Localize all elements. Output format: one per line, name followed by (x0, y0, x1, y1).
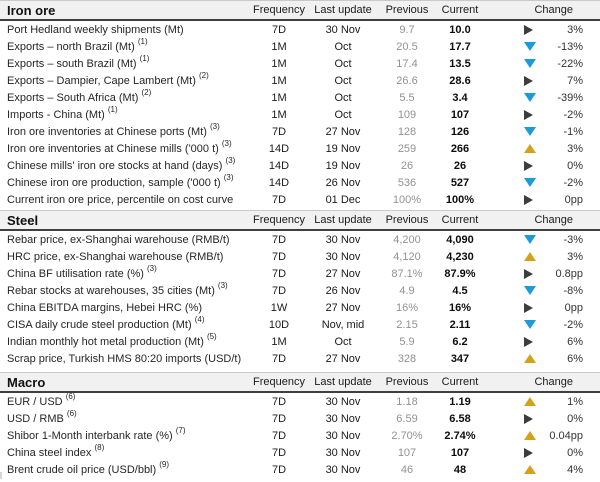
change-value: -1% (563, 125, 583, 138)
change-cell (482, 21, 600, 38)
change-flat-icon (524, 414, 533, 424)
change-cell (482, 123, 600, 140)
column-header-previous: Previous (385, 214, 429, 226)
last-update-cell: Oct (334, 91, 352, 104)
row-label (0, 87, 248, 104)
frequency-cell: 7D (271, 250, 287, 263)
column-header-frequency: Frequency (253, 214, 305, 226)
previous-cell: 9.7 (399, 23, 415, 36)
table-row (0, 299, 600, 316)
footnote-marker: (6) (65, 391, 76, 401)
change-up-icon (524, 431, 536, 440)
change-value: 0.8pp (555, 267, 583, 280)
row-label (0, 280, 248, 297)
table-row (0, 231, 600, 248)
change-cell (482, 282, 600, 299)
change-value: 1% (567, 395, 583, 408)
row-label-text: Port Hedland weekly shipments (Mt) (7, 23, 184, 36)
change-cell (482, 410, 600, 427)
current-cell: 527 (450, 176, 470, 189)
table-row (0, 174, 600, 191)
change-value: 0.04pp (549, 429, 583, 442)
frequency-cell: 7D (271, 463, 287, 476)
change-value: -8% (563, 284, 583, 297)
change-cell (482, 72, 600, 89)
current-cell: 26 (453, 159, 467, 172)
last-update-cell: 26 Nov (325, 176, 361, 189)
change-value: 0% (567, 159, 583, 172)
column-header-frequency: Frequency (253, 376, 305, 388)
previous-cell: 259 (397, 142, 417, 155)
row-label (0, 121, 248, 138)
last-update-cell: 30 Nov (325, 429, 361, 442)
footnote-marker: (3) (221, 138, 232, 148)
current-cell: 107 (450, 108, 470, 121)
column-header-current: Current (441, 376, 479, 388)
row-label-text: CISA daily crude steel production (Mt) (7, 318, 195, 331)
change-up-icon (524, 144, 536, 153)
change-value: -2% (563, 176, 583, 189)
previous-cell: 46 (400, 463, 414, 476)
previous-cell: 26 (400, 159, 414, 172)
frequency-cell: 10D (268, 318, 290, 331)
column-header-last-update: Last update (314, 214, 372, 226)
footnote-marker: (3) (217, 280, 228, 290)
table-row (0, 461, 600, 478)
current-cell: 2.11 (449, 318, 471, 331)
section-header-row (0, 210, 600, 231)
frequency-cell: 7D (271, 429, 287, 442)
change-up-icon (524, 252, 536, 261)
change-down-icon (524, 59, 536, 68)
section-title: Macro (7, 374, 46, 390)
current-cell: 1.19 (449, 395, 471, 408)
last-update-cell: Oct (334, 335, 352, 348)
row-label (0, 36, 248, 53)
column-header-change: Change (534, 214, 573, 226)
change-up-icon (524, 354, 536, 363)
change-flat-icon (524, 161, 533, 171)
change-down-icon (524, 127, 536, 136)
row-label-text: Exports – north Brazil (Mt) (7, 40, 138, 53)
change-value: -2% (563, 318, 583, 331)
column-header-frequency: Frequency (253, 4, 305, 16)
table-row (0, 89, 600, 106)
footnote-marker: (6) (66, 408, 77, 418)
row-label-text: Indian monthly hot metal production (Mt) (7, 335, 207, 348)
table-row (0, 410, 600, 427)
row-label-text: Exports – south Brazil (Mt) (7, 57, 140, 70)
previous-cell: 1.18 (396, 395, 418, 408)
change-value: 6% (567, 335, 583, 348)
change-down-icon (524, 320, 536, 329)
frequency-cell: 1M (271, 108, 287, 121)
current-cell: 107 (450, 446, 470, 459)
row-label-text: Scrap price, Turkish HMS 80:20 imports (USD/t) (7, 352, 242, 365)
row-label-text: HRC price, ex-Shanghai warehouse (RMB/t) (7, 250, 224, 263)
table-row (0, 106, 600, 123)
change-cell (482, 299, 600, 316)
change-value: -3% (563, 233, 583, 246)
current-cell: 10.0 (449, 23, 471, 36)
current-cell: 347 (450, 352, 470, 365)
row-label (0, 172, 248, 189)
section-rows (0, 21, 600, 208)
section-rows (0, 393, 600, 478)
change-up-icon (524, 397, 536, 406)
change-cell (482, 393, 600, 410)
last-update-cell: 27 Nov (325, 301, 361, 314)
footnote-marker: (3) (223, 172, 234, 182)
row-label-text: Rebar price, ex-Shanghai warehouse (RMB/t) (7, 233, 230, 246)
footnote-marker: (4) (194, 314, 205, 324)
cropped-text-artifact (0, 472, 2, 479)
change-value: -2% (563, 108, 583, 121)
change-cell (482, 191, 600, 208)
row-label (0, 24, 248, 36)
frequency-cell: 7D (271, 284, 287, 297)
table-row (0, 157, 600, 174)
row-label (0, 70, 248, 87)
change-cell (482, 157, 600, 174)
table-row (0, 333, 600, 350)
change-flat-icon (524, 25, 533, 35)
row-label-text: Brent crude oil price (USD/bbl) (7, 463, 160, 476)
table-section (0, 372, 600, 478)
column-header-current: Current (441, 214, 479, 226)
current-cell: 126 (450, 125, 470, 138)
row-label (0, 391, 248, 408)
change-value: -13% (557, 40, 583, 53)
current-cell: 13.5 (449, 57, 471, 70)
table-row (0, 350, 600, 367)
current-cell: 3.4 (452, 91, 468, 104)
change-cell (482, 248, 600, 265)
current-cell: 17.7 (449, 40, 471, 53)
row-label-text: Chinese iron ore production, sample ('000 t) (7, 176, 224, 189)
frequency-cell: 7D (271, 233, 287, 246)
change-cell (482, 333, 600, 350)
change-cell (482, 265, 600, 282)
previous-cell: 4,120 (393, 250, 421, 263)
row-label (0, 53, 248, 70)
row-label (0, 314, 248, 331)
row-label (0, 408, 248, 425)
change-flat-icon (524, 269, 533, 279)
last-update-cell: 27 Nov (325, 352, 361, 365)
change-flat-icon (524, 303, 533, 313)
row-label (0, 442, 248, 459)
previous-cell: 6.59 (396, 412, 418, 425)
last-update-cell: 30 Nov (325, 250, 361, 263)
row-label (0, 104, 248, 121)
current-cell: 100% (445, 193, 475, 206)
last-update-cell: Nov, mid (321, 318, 365, 331)
row-label-text: EUR / USD (7, 395, 66, 408)
row-label (0, 459, 248, 476)
change-cell (482, 174, 600, 191)
table-row (0, 282, 600, 299)
change-value: 0pp (564, 193, 583, 206)
change-value: 4% (567, 463, 583, 476)
row-label-text: Chinese mills' iron ore stocks at hand (days) (7, 159, 226, 172)
change-cell (482, 106, 600, 123)
row-label-text: Iron ore inventories at Chinese mills ('000 t) (7, 142, 222, 155)
change-cell (482, 89, 600, 106)
change-flat-icon (524, 448, 533, 458)
section-title: Steel (7, 212, 39, 228)
change-cell (482, 444, 600, 461)
footnote-marker: (2) (198, 70, 209, 80)
last-update-cell: 19 Nov (325, 142, 361, 155)
footnote-marker: (1) (137, 36, 148, 46)
column-header-current: Current (441, 4, 479, 16)
previous-cell: 328 (397, 352, 417, 365)
row-label (0, 138, 248, 155)
frequency-cell: 1M (271, 74, 287, 87)
row-label (0, 251, 248, 263)
row-label-text: USD / RMB (7, 412, 67, 425)
current-cell: 6.58 (449, 412, 471, 425)
row-label-text: Shibor 1-Month interbank rate (%) (7, 429, 176, 442)
footnote-marker: (5) (206, 331, 217, 341)
section-header-row (0, 372, 600, 393)
table-row (0, 38, 600, 55)
column-header-change: Change (534, 376, 573, 388)
footnote-marker: (1) (107, 104, 118, 114)
row-label-text: China EBITDA margins, Hebei HRC (%) (7, 301, 203, 314)
last-update-cell: Oct (334, 57, 352, 70)
row-label (0, 155, 248, 172)
change-flat-icon (524, 110, 533, 120)
change-cell (482, 55, 600, 72)
change-down-icon (524, 178, 536, 187)
column-header-previous: Previous (385, 376, 429, 388)
frequency-cell: 14D (268, 142, 290, 155)
current-cell: 28.6 (449, 74, 471, 87)
last-update-cell: 30 Nov (325, 233, 361, 246)
previous-cell: 128 (397, 125, 417, 138)
change-value: 0pp (564, 301, 583, 314)
change-down-icon (524, 42, 536, 51)
change-flat-icon (524, 337, 533, 347)
current-cell: 87.9% (444, 267, 476, 280)
table-row (0, 444, 600, 461)
footnote-marker: (1) (139, 53, 150, 63)
change-value: 6% (567, 352, 583, 365)
frequency-cell: 7D (271, 125, 287, 138)
column-header-previous: Previous (385, 4, 429, 16)
change-value: 7% (567, 74, 583, 87)
current-cell: 2.74% (444, 429, 476, 442)
previous-cell: 87.1% (391, 267, 423, 280)
current-cell: 16% (448, 301, 472, 314)
frequency-cell: 7D (271, 412, 287, 425)
table-section (0, 0, 600, 208)
previous-cell: 2.15 (396, 318, 418, 331)
footnote-marker: (7) (175, 425, 186, 435)
last-update-cell: 30 Nov (325, 446, 361, 459)
change-value: 0% (567, 412, 583, 425)
current-cell: 4.5 (452, 284, 468, 297)
table-row (0, 140, 600, 157)
previous-cell: 20.5 (396, 40, 418, 53)
table-row (0, 21, 600, 38)
row-label (0, 353, 248, 365)
change-cell (482, 461, 600, 478)
column-header-last-update: Last update (314, 4, 372, 16)
footnote-marker: (2) (141, 87, 152, 97)
table-row (0, 191, 600, 208)
previous-cell: 5.9 (399, 335, 415, 348)
previous-cell: 5.5 (399, 91, 415, 104)
column-header-change: Change (534, 4, 573, 16)
row-label-text: Imports - China (Mt) (7, 108, 108, 121)
row-label (0, 234, 248, 246)
previous-cell: 16% (395, 301, 419, 314)
current-cell: 4,230 (446, 250, 474, 263)
last-update-cell: 30 Nov (325, 395, 361, 408)
frequency-cell: 7D (271, 395, 287, 408)
previous-cell: 100% (392, 193, 422, 206)
change-value: -22% (557, 57, 583, 70)
frequency-cell: 1M (271, 335, 287, 348)
row-label (0, 302, 248, 314)
section-title: Iron ore (7, 2, 56, 18)
change-flat-icon (524, 195, 533, 205)
last-update-cell: Oct (334, 108, 352, 121)
frequency-cell: 7D (271, 23, 287, 36)
frequency-cell: 1M (271, 91, 287, 104)
previous-cell: 109 (397, 108, 417, 121)
change-cell (482, 350, 600, 367)
frequency-cell: 7D (271, 446, 287, 459)
previous-cell: 536 (397, 176, 417, 189)
footnote-marker: (9) (159, 459, 170, 469)
frequency-cell: 1M (271, 57, 287, 70)
row-label-text: Exports – South Africa (Mt) (7, 91, 142, 104)
change-cell (482, 231, 600, 248)
last-update-cell: 01 Dec (325, 193, 361, 206)
table-row (0, 427, 600, 444)
change-cell (482, 427, 600, 444)
current-cell: 6.2 (452, 335, 468, 348)
last-update-cell: 30 Nov (325, 23, 361, 36)
change-down-icon (524, 235, 536, 244)
frequency-cell: 14D (268, 176, 290, 189)
row-label-text: China BF utilisation rate (%) (7, 267, 147, 280)
row-label (0, 263, 248, 280)
previous-cell: 2.70% (391, 429, 423, 442)
previous-cell: 107 (397, 446, 417, 459)
previous-cell: 17.4 (396, 57, 418, 70)
change-flat-icon (524, 76, 533, 86)
current-cell: 4,090 (446, 233, 474, 246)
previous-cell: 26.6 (396, 74, 418, 87)
current-cell: 48 (453, 463, 467, 476)
footnote-marker: (8) (94, 442, 105, 452)
footnote-marker: (3) (147, 263, 157, 273)
table-row (0, 72, 600, 89)
table-row (0, 316, 600, 333)
last-update-cell: 26 Nov (325, 284, 361, 297)
row-label-text: Rebar stocks at warehouses, 35 cities (Mt) (7, 284, 218, 297)
change-value: 3% (567, 23, 583, 36)
table-row (0, 393, 600, 410)
change-up-icon (524, 465, 536, 474)
section-rows (0, 231, 600, 367)
previous-cell: 4.9 (399, 284, 415, 297)
row-label-text: China steel index (7, 446, 95, 459)
change-down-icon (524, 93, 536, 102)
last-update-cell: Oct (334, 40, 352, 53)
change-cell (482, 38, 600, 55)
frequency-cell: 7D (271, 352, 287, 365)
change-cell (482, 140, 600, 157)
row-label (0, 331, 248, 348)
last-update-cell: 30 Nov (325, 412, 361, 425)
frequency-cell: 7D (271, 267, 287, 280)
last-update-cell: Oct (334, 74, 352, 87)
last-update-cell: 27 Nov (325, 125, 361, 138)
frequency-cell: 1W (270, 301, 288, 314)
row-label-text: Current iron ore price, percentile on cost curve (7, 193, 234, 206)
previous-cell: 4,200 (393, 233, 421, 246)
last-update-cell: 27 Nov (325, 267, 361, 280)
row-label (0, 425, 248, 442)
change-cell (482, 316, 600, 333)
table-row (0, 55, 600, 72)
change-value: 3% (567, 250, 583, 263)
change-value: -39% (557, 91, 583, 104)
frequency-cell: 14D (268, 159, 290, 172)
table-row (0, 265, 600, 282)
table-row (0, 248, 600, 265)
row-label-text: Exports – Dampier, Cape Lambert (Mt) (7, 74, 199, 87)
change-value: 3% (567, 142, 583, 155)
current-cell: 266 (450, 142, 470, 155)
last-update-cell: 30 Nov (325, 463, 361, 476)
table-section (0, 210, 600, 367)
footnote-marker: (3) (225, 155, 236, 165)
footnote-marker: (3) (209, 121, 220, 131)
last-update-cell: 19 Nov (325, 159, 361, 172)
change-value: 0% (567, 446, 583, 459)
frequency-cell: 1M (271, 40, 287, 53)
column-header-last-update: Last update (314, 376, 372, 388)
frequency-cell: 7D (271, 193, 287, 206)
table-row (0, 123, 600, 140)
change-down-icon (524, 286, 536, 295)
section-header-row (0, 0, 600, 21)
row-label-text: Iron ore inventories at Chinese ports (Mt) (7, 125, 210, 138)
row-label (0, 194, 248, 206)
